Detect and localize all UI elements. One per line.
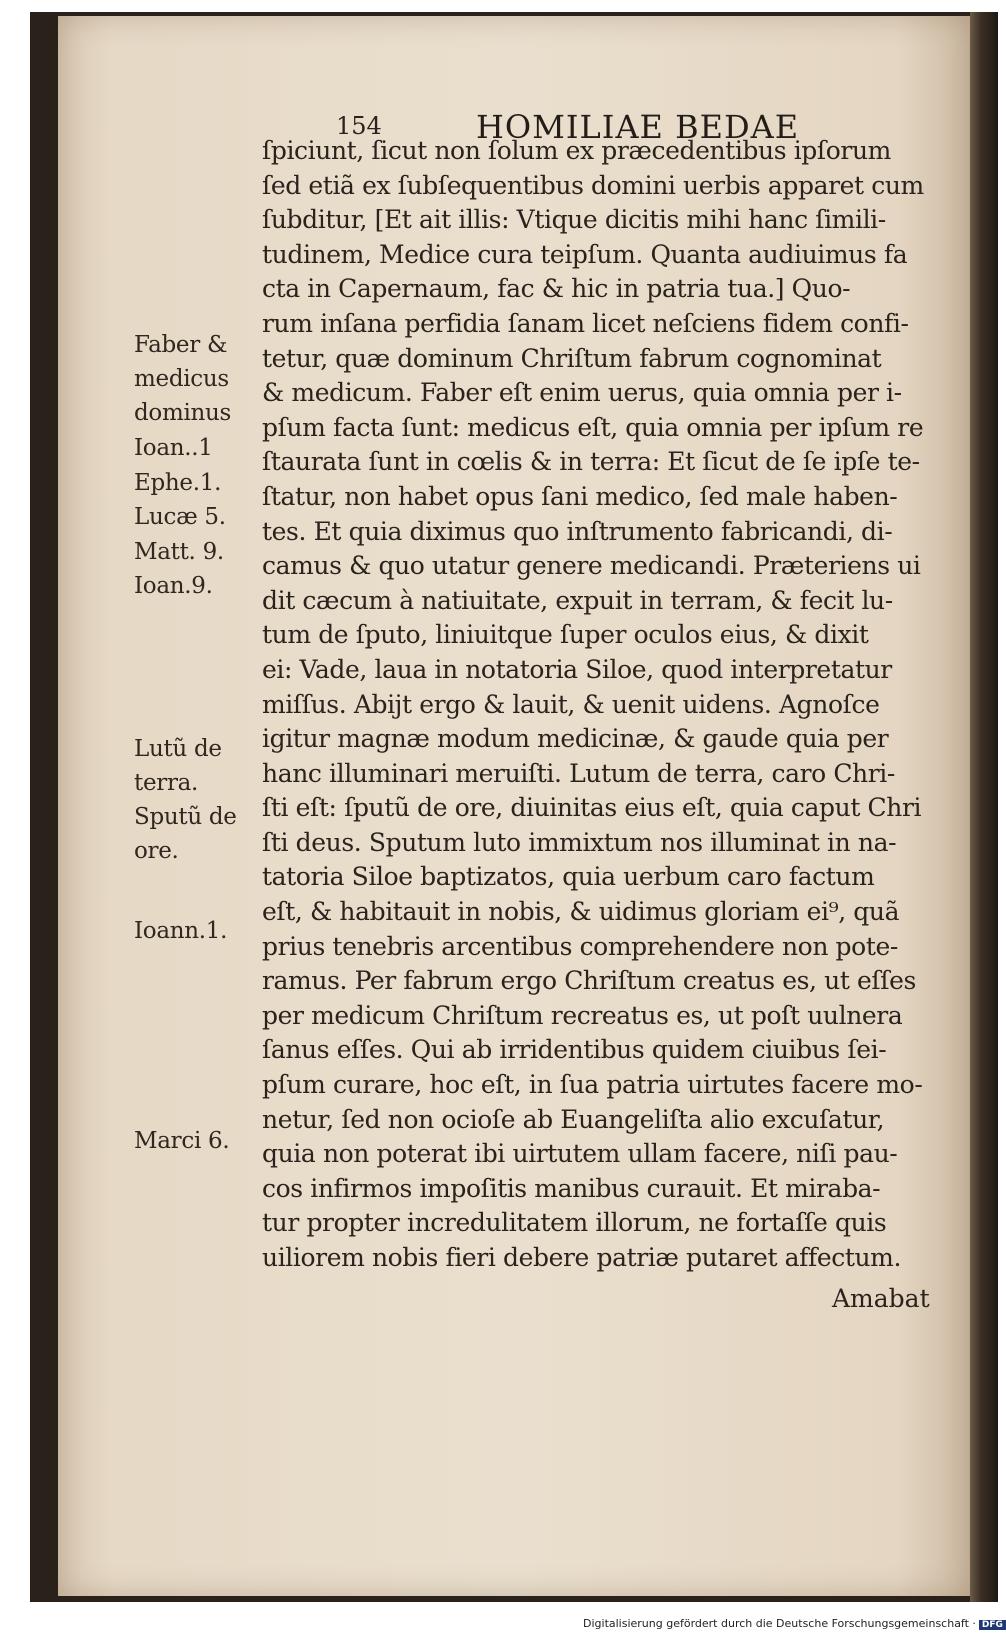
text-line: cta in Capernaum, fac & hic in patria tua.] Quo- <box>262 274 851 304</box>
text-line: miſſus. Abijt ergo & lauit, & uenit uidens. Agnoſce <box>262 689 880 719</box>
text-line: ſtaurata ſunt in cœlis & in terra: Et ſicut de ſe ipſe te- <box>262 447 920 477</box>
text-line: ſti eſt: ſputũ de ore, diuinitas eius eſt, quia caput Chri <box>262 793 922 823</box>
text-line: prius tenebris arcentibus comprehendere non pote- <box>262 931 898 961</box>
text-line: tur propter incredulitatem illorum, ne fortaſſe quis <box>262 1208 887 1238</box>
margin-note: Sputũ de <box>134 804 237 830</box>
text-line: ſti deus. Sputum luto immixtum nos illuminat in na- <box>262 827 897 857</box>
footer-text: Digitalisierung gefördert durch die Deutsche Forschungsgemeinschaft · <box>583 1617 976 1630</box>
margin-note: Ioan..1 <box>134 435 213 461</box>
text-line: camus & quo utatur genere medicandi. Præteriens ui <box>262 551 921 581</box>
text-line: pſum facta ſunt: medicus eſt, quia omnia per ipſum re <box>262 412 924 442</box>
catchword: Amabat <box>832 1284 930 1313</box>
body-text <box>262 134 938 1276</box>
page-number: 154 <box>336 112 382 140</box>
text-line: hanc illuminari meruiſti. Lutum de terra, caro Chri- <box>262 758 895 788</box>
margin-note: Ioan.9. <box>134 573 213 599</box>
margin-note: Matt. 9. <box>134 539 224 565</box>
margin-note: Ephe.1. <box>134 470 222 496</box>
text-line: dit cæcum à natiuitate, expuit in terram, & fecit lu- <box>262 585 893 615</box>
text-line: ſed etiã ex ſubſequentibus domini uerbis apparet cum <box>262 170 924 200</box>
text-line: ſanus eſſes. Qui ab irridentibus quidem ciuibus ſei- <box>262 1035 887 1065</box>
text-line: tetur, quæ dominum Chriſtum fabrum cognominat <box>262 343 882 373</box>
text-line: tes. Et quia diximus quo inſtrumento fabricandi, di- <box>262 516 893 546</box>
text-line: pſum curare, hoc eſt, in ſua patria uirtutes facere mo- <box>262 1070 923 1100</box>
margin-note: terra. <box>134 770 199 796</box>
text-line: igitur magnæ modum medicinæ, & gaude quia per <box>262 724 889 754</box>
digitization-footer <box>583 1617 1006 1630</box>
text-line: eſt, & habitauit in nobis, & uidimus gloriam ei⁹, quã <box>262 897 900 927</box>
text-line: tum de ſputo, liniuitque ſuper oculos eius, & dixit <box>262 620 869 650</box>
text-line: cos infirmos impoſitis manibus curauit. Et miraba- <box>262 1173 881 1203</box>
margin-note: Faber & <box>134 332 228 358</box>
text-line: ei: Vade, laua in notatoria Siloe, quod interpretatur <box>262 654 892 684</box>
text-line: ſtatur, non habet opus ſani medico, ſed male haben- <box>262 481 898 511</box>
text-line: quia non poterat ibi uirtutem ullam facere, niſi pau- <box>262 1139 898 1169</box>
margin-note: Lucæ 5. <box>134 504 226 530</box>
margin-note: Ioann.1. <box>134 918 228 944</box>
text-line: netur, ſed non ocioſe ab Euangeliſta alio excuſatur, <box>262 1104 885 1134</box>
text-line: tatoria Siloe baptizatos, quia uerbum caro factum <box>262 862 875 892</box>
margin-note: ore. <box>134 838 179 864</box>
book-edge <box>970 12 998 1602</box>
text-line: tudinem, Medice cura teipſum. Quanta audiuimus fa <box>262 239 908 269</box>
text-line: rum inſana perfidia ſanam licet neſciens fidem confi- <box>262 308 909 338</box>
margin-note: Marci 6. <box>134 1128 230 1154</box>
running-title: HOMILIAE BEDAE <box>476 108 800 146</box>
margin-note: Lutũ de <box>134 736 222 762</box>
margin-note: dominus <box>134 400 232 426</box>
text-line: per medicum Chriſtum recreatus es, ut poſt uulnera <box>262 1000 903 1030</box>
dfg-logo-badge: DFG <box>979 1620 1006 1630</box>
text-line: & medicum. Faber eſt enim uerus, quia omnia per i- <box>262 378 902 408</box>
margin-note: medicus <box>134 366 229 392</box>
text-line: ſubditur, [Et ait illis: Vtique dicitis mihi hanc ſimili- <box>262 205 886 235</box>
text-line: ramus. Per fabrum ergo Chriſtum creatus es, ut eſſes <box>262 966 916 996</box>
text-line: uiliorem nobis fieri debere patriæ putaret affectum. <box>262 1243 902 1272</box>
text-line: ſpiciunt, ſicut non ſolum ex præcedentibus ipſorum <box>262 136 891 165</box>
